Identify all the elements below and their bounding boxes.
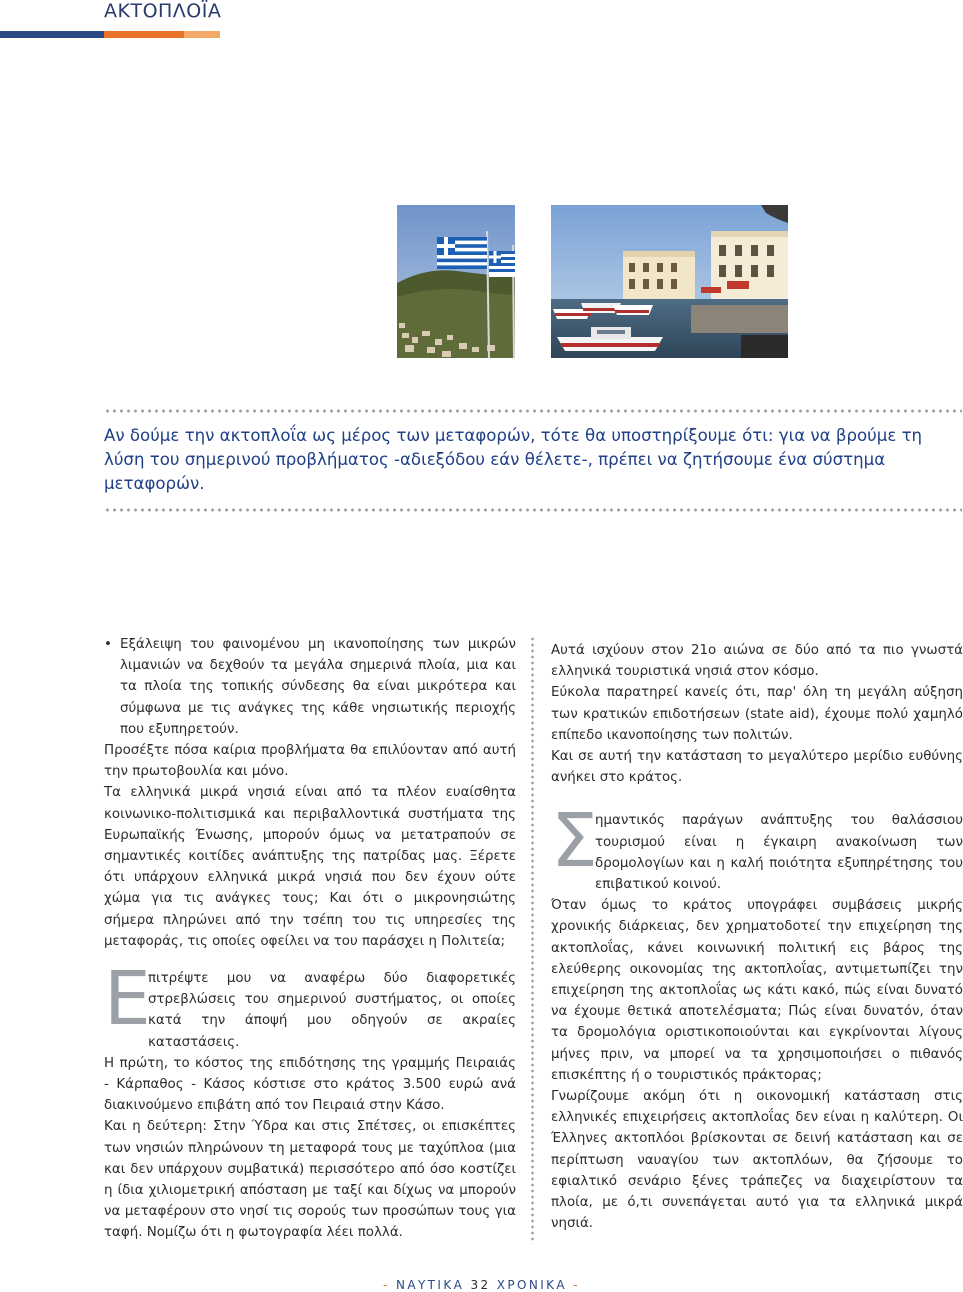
right-column xyxy=(551,640,963,1234)
paragraph: Γνωρίζουμε ακόμη ότι η οικονομική κατάσταση στις ελληνικές επιχειρήσεις ακτοπλοΐας δεν είναι η καλύτερη. Οι Έλληνες ακτοπλόοι βρίσκονται σε δεινή κατάσταση και σε περίπτωση ναυαγίου των ακτοπλόων, θα ζήσουμε το εφιαλτικό σενάριο ξένες τράπεζες να διαχειρίστουν τα πλοία, με ό,τι συνεπάγεται αυτό για τα ελληνικά μικρά νησιά. xyxy=(551,1089,963,1232)
paragraph: Αυτά ισχύουν στον 21ο αιώνα σε δύο από τα πιο γνωστά ελληνικά τουριστικά νησιά στον κόσμο. xyxy=(551,643,963,680)
bullet-item: • Εξάλειψη του φαινομένου μη ικανοποίησης των μικρών λιμανιών να δεχθούν τα μεγάλα σημερινά πλοία, μια και τα πλοία της τοπικής σύνδεσης θα είναι μικρότερα και σύμφωνα με τις ανάγκες της κάθε νησιωτικής περιοχής που εξυπηρετούν. xyxy=(104,634,516,740)
lead-paragraph: Αν δούμε την ακτοπλοΐα ως μέρος των μεταφορών, τότε θα υποστηρίξουμε ότι: για να βρούμε τη λύση του σημερινού προβλήματος -αδιεξόδου εάν θέλετε-, πρέπει να ζητήσουμε ένα σύστημα μεταφορών. xyxy=(104,426,923,493)
dotted-divider-bottom xyxy=(104,508,962,512)
page-footer xyxy=(0,1278,963,1292)
dropcap-text: πιτρέψτε μου να αναφέρω δύο διαφορετικές στρεβλώσεις του σημερινού συστήματος, οι οποίες κατά την άποψή μου οδηγούν σε ακραίες καταστάσεις. xyxy=(148,971,516,1050)
footer-word-nautika: ΝΑΥΤΙΚΑ xyxy=(395,1278,465,1292)
page-number: 32 xyxy=(470,1278,491,1292)
left-column xyxy=(104,634,516,1244)
paragraph: Εύκολα παρατηρεί κανείς ότι, παρ' όλη τη μεγάλη αύξηση των κρατικών επιδοτήσεων (state aid), έχουμε πολύ χαμηλό επίπεδο ικανοποίησης των πολιτών. xyxy=(551,685,963,743)
footer-dash-right: - xyxy=(573,1278,580,1292)
paragraph: Όταν όμως το κράτος υπογράφει συμβάσεις μικρής χρονικής διάρκειας, δεν χρηματοδοτεί την επιχείρηση της ακτοπλοΐας, κάνει κοινωνική πολιτική εις βάρος της ελεύθερης οικονομίας της ακτοπλοΐας, αντιμετωπίζει την επιχείρηση της ακτοπλοΐας ως κάτι κακό, πώς είναι δυνατό να έχουμε θετικά αποτελέσματα; Πώς είναι δυνατόν, όταν τα δρομολόγια οριστικοποιούνται και εγκρίνονται λίγους μήνες πριν, να μπορεί να τα χρησιμοποιήσει ο πιθανός επισκέπτης ή ο τουριστικός πράκτορας; xyxy=(551,898,963,1083)
dropcap-paragraph xyxy=(551,798,963,895)
dropcap-text: ημαντικός παράγων ανάπτυξης του θαλάσσιου τουρισμού είναι η έγκαιρη ανακοίνωση των δρομολογίων και η καλή ποιότητα εξυπηρέτησης του επιβατικού κοινού. xyxy=(595,813,963,893)
paragraph: Τα ελληνικά μικρά νησιά είναι από τα πλέον ευαίσθητα κοινωνικο-πολιτισμικά και περιβαλλοντικά συστήματα της Ευρωπαϊκής Ένωσης, μπορούν όμως να μετατραπούν σε σημαντικές κοιτίδες ανάπτυξης της πατρίδας μας. Ξέρετε ότι υπάρχουν ελληνικά μικρά νησιά που δεν έχουν ούτε χώμα για τις ανάγκες τους; Και ότι ο μικρονησιώτης σήμερα πληρώνει από την τσέπη του τις υπηρεσίες της μεταφοράς, τις οποίες οφείλει να του παράσχει η Πολιτεία; xyxy=(104,785,516,949)
dropcap-letter: Ε xyxy=(104,956,151,1043)
header-bar-orange xyxy=(104,31,184,38)
footer-dash-left: - xyxy=(383,1278,390,1292)
paragraph: Η πρώτη, το κόστος της επιδότησης της γραμμής Πειραιάς - Κάρπαθος - Κάσος κόστισε στο κράτος 3.500 ευρώ ανά διακινούμενο επιβάτη από τον Πειραιά στην Κάσο. xyxy=(104,1055,516,1114)
dropcap-paragraph xyxy=(104,956,516,1053)
header-bar-light-orange xyxy=(184,31,220,38)
photo-harbour xyxy=(551,205,788,358)
footer-word-chronika: ΧΡΟΝΙΚΑ xyxy=(496,1278,568,1292)
paragraph: Προσέξτε πόσα καίρια προβλήματα θα επιλύονταν από αυτή την πρωτοβουλία και μόνο. xyxy=(104,743,516,780)
dropcap-letter: Σ xyxy=(551,798,598,885)
photo-greek-flags xyxy=(397,205,515,358)
paragraph: Και σε αυτή την κατάσταση το μεγαλύτερο μερίδιο ευθύνης ανήκει στο κράτος. xyxy=(551,749,963,786)
section-title: ΑΚΤΟΠΛΟΪΑ xyxy=(104,0,222,22)
dotted-divider-top xyxy=(104,409,962,413)
paragraph: Και η δεύτερη: Στην Ύδρα και στις Σπέτσες, οι επισκέπτες των νησιών πληρώνουν τη μεταφορά τους με ταχύπλοα (μια και δεν υπάρχουν συμβατικά) περισσότερο από όσο κοστίζει η ίδια χιλιομετρική απόσταση με ταξί και δίχως να μπορούν να μεταφέρουν στο νησί τις σορούς των προσώπων τους για ταφή. Νομίζω ότι η φωτογραφία λέει πολλά. xyxy=(104,1119,516,1241)
header-bar-blue xyxy=(0,31,104,38)
column-separator xyxy=(531,636,534,1244)
